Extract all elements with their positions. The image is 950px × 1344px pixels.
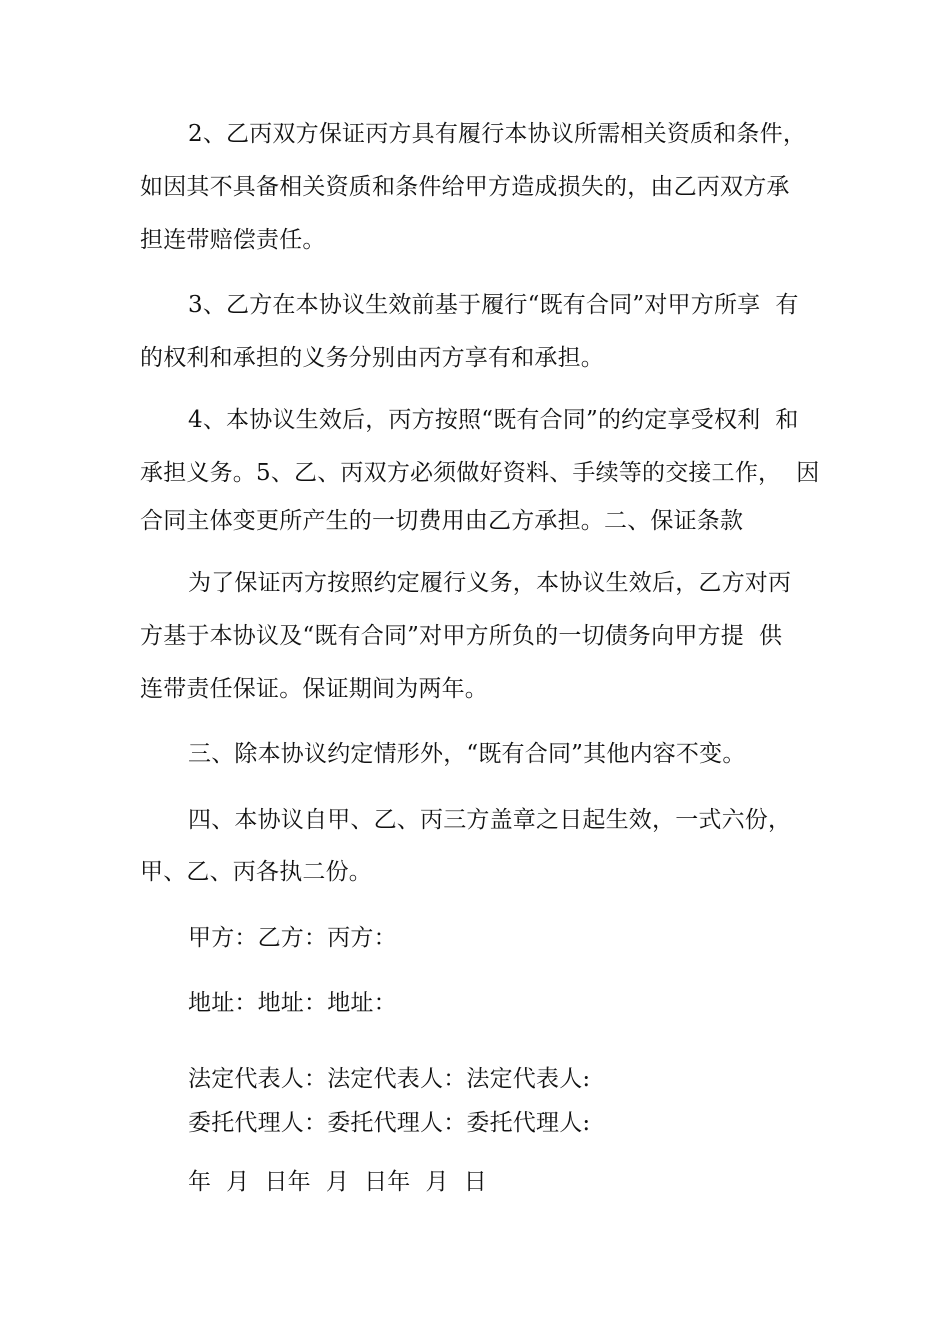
paragraph-line: 三、除本协议约定情形外，“既有合同”其他内容不变。 xyxy=(188,741,746,767)
signature-date: 年 月 日年 月 日年 月 日 xyxy=(188,1169,487,1195)
paragraph-line: 四、本协议自甲、乙、丙三方盖章之日起生效，一式六份， xyxy=(188,807,792,833)
paragraph-line: 连带责任保证。保证期间为两年。 xyxy=(140,676,488,702)
signature-agent: 委托代理人：委托代理人：委托代理人: xyxy=(188,1110,591,1136)
paragraph-line: 3、乙方在本协议生效前基于履行“既有合同”对甲方所享 有 xyxy=(188,292,799,318)
signature-parties: 甲方：乙方：丙方： xyxy=(188,925,397,951)
paragraph-line: 4、本协议生效后，丙方按照“既有合同”的约定享受权利 和 xyxy=(188,407,799,433)
paragraph-line: 的权利和承担的义务分别由丙方享有和承担。 xyxy=(140,345,604,371)
signature-legal-rep: 法定代表人：法定代表人：法定代表人: xyxy=(188,1066,591,1092)
paragraph-line: 如因其不具备相关资质和条件给甲方造成损失的，由乙丙双方承 xyxy=(140,174,790,200)
paragraph-line: 为了保证丙方按照约定履行义务，本协议生效后，乙方对丙 xyxy=(188,570,792,596)
paragraph-line: 担连带赔偿责任。 xyxy=(140,227,326,253)
signature-address: 地址：地址：地址： xyxy=(188,990,397,1016)
paragraph-line: 甲、乙、丙各执二份。 xyxy=(140,859,372,885)
paragraph-line: 合同主体变更所产生的一切费用由乙方承担。二、保证条款 xyxy=(140,508,744,534)
paragraph-line: 方基于本协议及“既有合同”对甲方所负的一切债务向甲方提 供 xyxy=(140,623,783,649)
paragraph-line: 2、乙丙双方保证丙方具有履行本协议所需相关资质和条件， xyxy=(188,121,807,147)
paragraph-line: 承担义务。5、乙、丙双方必须做好资料、手续等的交接工作， 因 xyxy=(140,460,820,486)
